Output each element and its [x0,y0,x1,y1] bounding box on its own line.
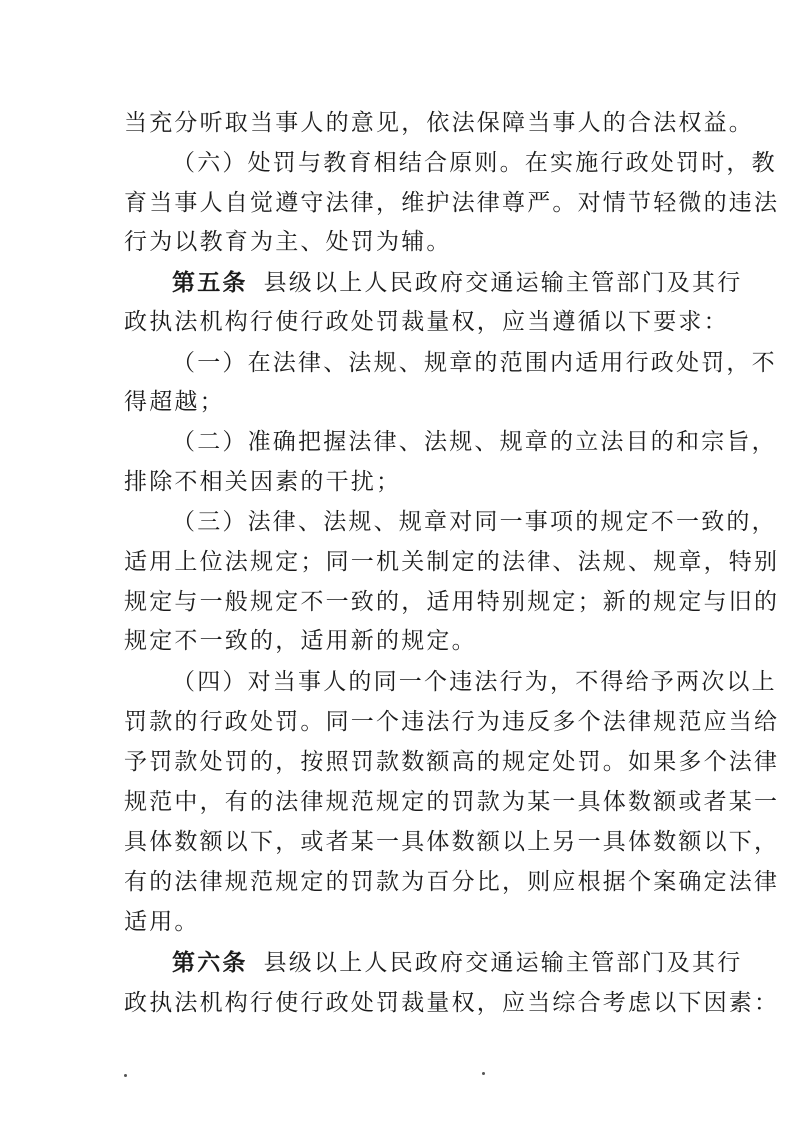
paragraph-line: 罚款的行政处罚。同一个违法行为违反多个法律规范应当给 [124,709,780,735]
paragraph-line: （一）在法律、法规、规章的范围内适用行政处罚，不 [172,350,777,376]
paragraph-line: 政执法机构行使行政处罚裁量权，应当遵循以下要求： [124,309,729,335]
paragraph-line: （二）准确把握法律、法规、规章的立法目的和宗旨， [172,429,777,455]
scan-speck [482,1072,485,1075]
paragraph-line: 规定不一致的，适用新的规定。 [124,628,477,654]
paragraph-line: 有的法律规范规定的罚款为百分比，则应根据个案确定法律 [124,869,780,895]
paragraph-line: 规范中，有的法律规范规定的罚款为某一具体数额或者某一 [124,789,780,815]
paragraph-line: 当充分听取当事人的意见，依法保障当事人的合法权益。 [124,110,754,136]
scan-speck [124,1074,127,1077]
article-text: 县级以上人民政府交通运输主管部门及其行 [263,270,743,296]
paragraph-line: （四）对当事人的同一个违法行为，不得给予两次以上 [172,669,777,695]
paragraph-line: 政执法机构行使行政处罚裁量权，应当综合考虑以下因素： [124,990,780,1016]
paragraph-line: 予罚款处罚的，按照罚款数额高的规定处罚。如果多个法律 [124,749,780,775]
article-5-line [172,268,742,298]
paragraph-line: 规定与一般规定不一致的，适用特别规定；新的规定与旧的 [124,589,780,615]
paragraph-line: 得超越； [124,389,225,415]
paragraph-line: 排除不相关因素的干扰； [124,469,402,495]
paragraph-line: 适用。 [124,909,200,935]
article-text: 县级以上人民政府交通运输主管部门及其行 [263,950,743,976]
paragraph-line: （六）处罚与教育相结合原则。在实施行政处罚时，教 [172,150,777,176]
article-6-line [172,948,742,978]
article-heading: 第六条 [172,950,248,976]
paragraph-line: 育当事人自觉遵守法律，维护法律尊严。对情节轻微的违法 [124,190,780,216]
paragraph-line: 行为以教育为主、处罚为辅。 [124,229,452,255]
article-heading: 第五条 [172,270,248,296]
paragraph-line: （三）法律、法规、规章对同一事项的规定不一致的， [172,509,777,535]
paragraph-line: 具体数额以下，或者某一具体数额以上另一具体数额以下， [124,829,780,855]
paragraph-line: 适用上位法规定；同一机关制定的法律、法规、规章，特别 [124,549,780,575]
